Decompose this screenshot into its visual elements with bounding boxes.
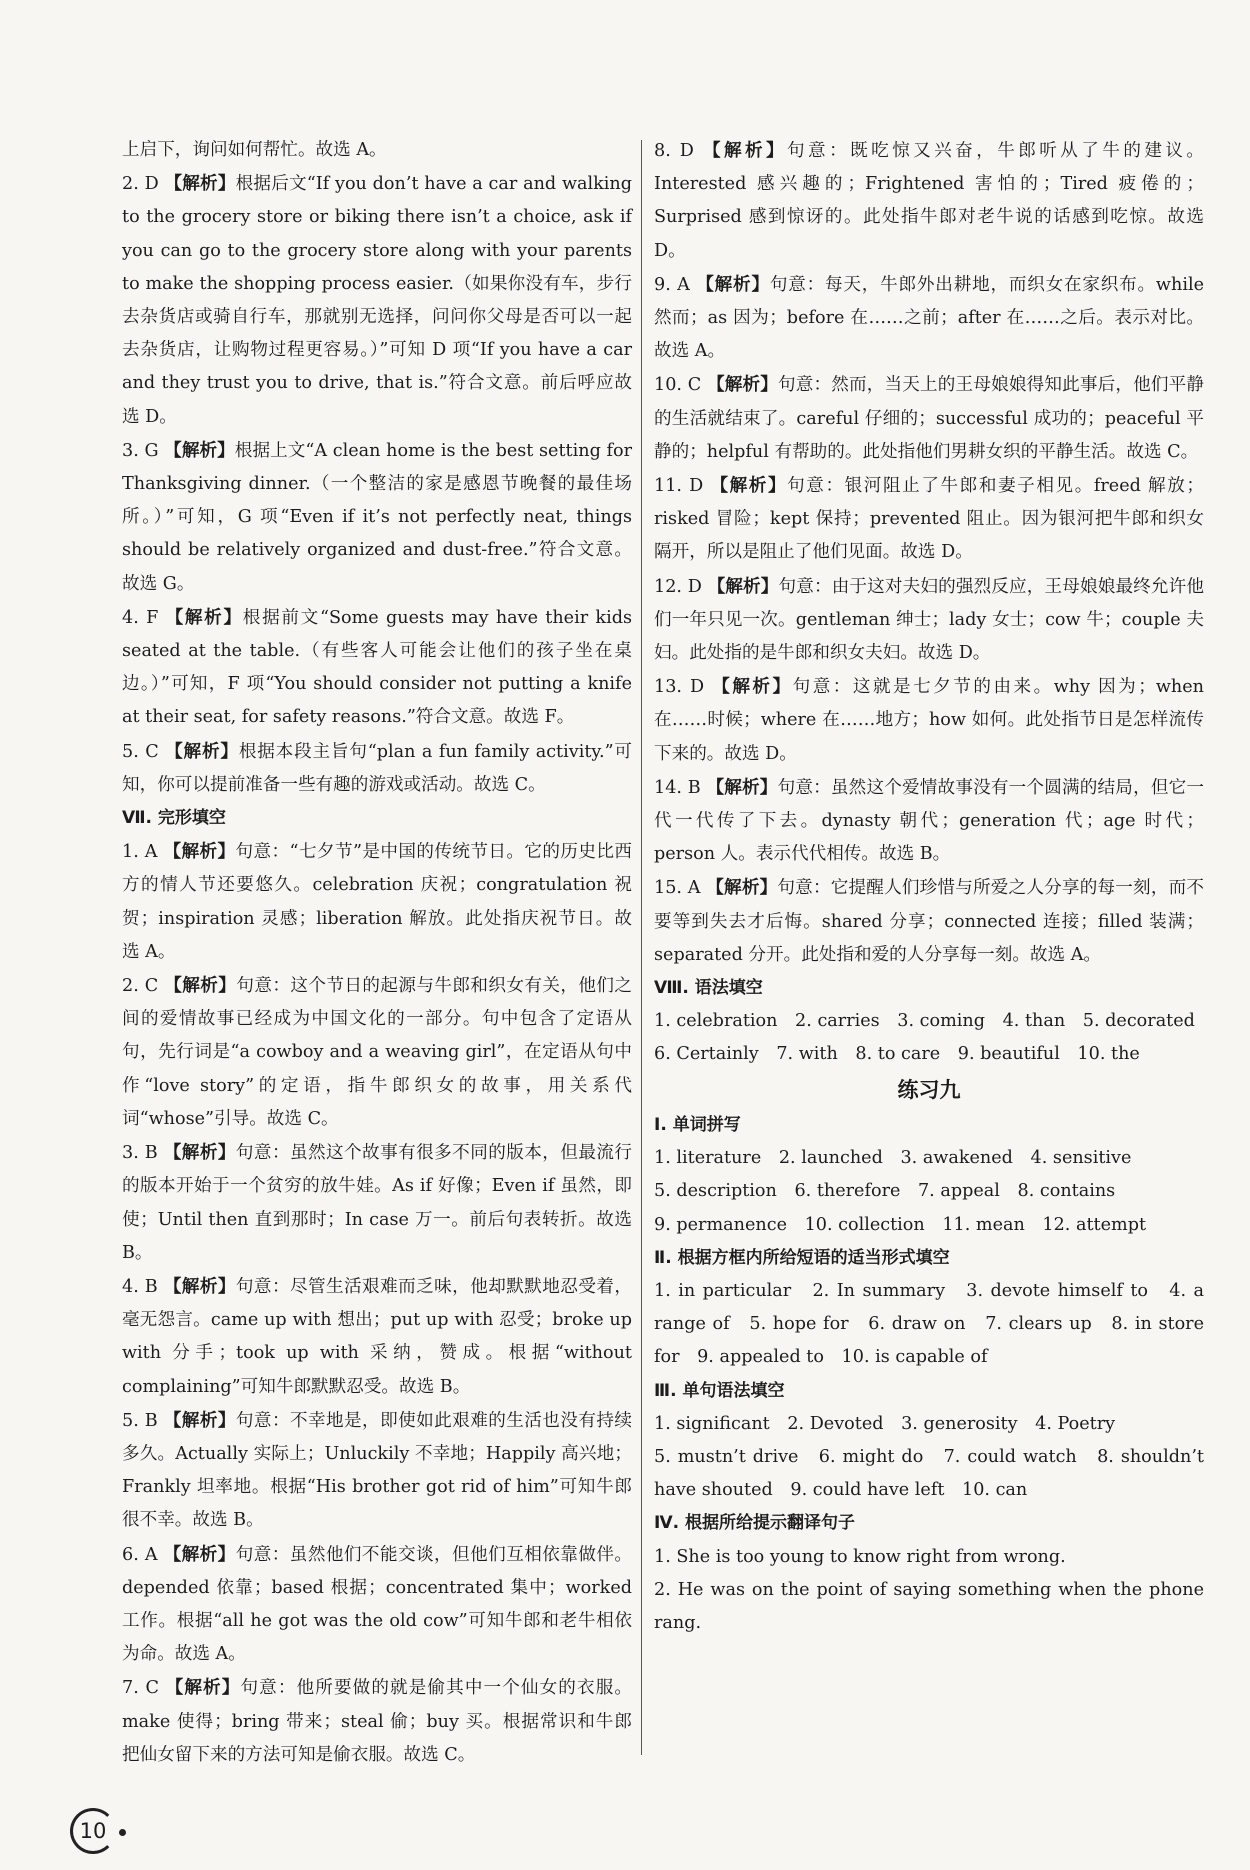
analysis-text: 根据本段主旨句“plan a fun family activity.”可知，你可以提前准备一些有趣的游戏或活动。故选 C。: [122, 741, 633, 795]
answer-key: 5. C: [122, 741, 159, 762]
answer-item: [654, 570, 1204, 671]
answer-line: 1. She is too young to know right from wrong.: [654, 1546, 1066, 1567]
answer-item: [654, 469, 1204, 570]
analysis-tag: 【解析】: [707, 575, 779, 597]
answer-item: [122, 434, 632, 601]
answer-key: 1. A: [122, 842, 158, 863]
answer-key: 8. D: [654, 141, 694, 161]
analysis-text: 根据前文“Some guests may have their kids seated at the table.（有些客人可能会让他们的孩子坐在桌边。）”可知，F 项“You should consider not putting a knife at their seat, for safety reasons.”符合文意。故选 F。: [122, 607, 633, 728]
section-heading: Ⅰ. 单词拼写: [654, 1114, 741, 1135]
answer-item: [122, 1270, 632, 1404]
analysis-text: 句意：虽然他们不能交谈，但他们互相依靠做伴。depended 依靠；based 根据；concentrated 集中；worked 工作。根据“all he got was the old cow”可知牛郎和老牛相依为命。故选 A。: [122, 1544, 632, 1665]
analysis-text: 根据后文“If you don’t have a car and walking to the grocery store or biking there isn’t a choice, ask if you can go to the grocery store along with your parents to make the shopping process easier.（如果你没有车，步行去杂货店或骑自行车，那就别无选择，问问你父母是否可以一起去杂货店，让购物过程更容易。）”可知 D 项“If you have a car and they trust you to drive, that is.”符合文意。前后呼应故选 D。: [122, 174, 632, 427]
answer-line: 5. mustn’t drive 6. might do 7. could watch 8. shouldn’t have shouted 9. could have left 10. can: [654, 1446, 1204, 1501]
answer-item: [122, 167, 632, 434]
column-divider: [641, 140, 642, 1755]
answer-item: [122, 835, 632, 969]
answer-item: [122, 969, 632, 1136]
analysis-text: 句意：这就是七夕节的由来。why 因为；when 在……时候；where 在……地方；how 如何。此处指节日是怎样流传下来的。故选 D。: [654, 677, 1204, 764]
section-heading: Ⅶ. 完形填空: [122, 808, 226, 829]
answer-key: 2. D: [122, 174, 159, 195]
answer-item: [654, 268, 1204, 369]
analysis-tag: 【解析】: [163, 841, 236, 863]
analysis-tag: 【解析】: [696, 273, 770, 295]
answer-key: 13. D: [654, 677, 705, 698]
analysis-tag: 【解析】: [163, 1275, 236, 1297]
analysis-tag: 【解析】: [706, 776, 778, 798]
answer-line: 1. literature 2. launched 3. awakened 4. sensitive: [654, 1148, 1132, 1169]
answer-key: 14. B: [654, 777, 701, 798]
analysis-text: 句意：不幸地是，即使如此艰难的生活也没有持续多久。Actually 实际上；Unluckily 不幸地；Happily 高兴地；Frankly 坦率地。根据“His brother got rid of him”可知牛郎很不幸。故选 B。: [122, 1410, 632, 1531]
answer-item: [122, 1404, 632, 1538]
answer-item: [654, 368, 1204, 469]
answer-key: 2. C: [122, 976, 159, 997]
answer-line: 1. significant 2. Devoted 3. generosity 4. Poetry: [654, 1413, 1116, 1434]
exercise-title: 练习九: [897, 1077, 961, 1102]
page-number-badge: [70, 1808, 126, 1854]
answer-line: 5. description 6. therefore 7. appeal 8. contains: [654, 1181, 1116, 1202]
section-heading: Ⅱ. 根据方框内所给短语的适当形式填空: [654, 1247, 950, 1268]
answer-key: 4. F: [122, 607, 159, 628]
analysis-tag: 【解析】: [710, 475, 788, 497]
answer-line: 9. permanence 10. collection 11. mean 12. attempt: [654, 1214, 1147, 1235]
analysis-tag: 【解析】: [164, 439, 235, 461]
analysis-tag: 【解析】: [706, 374, 778, 396]
answer-item: [654, 771, 1204, 872]
analysis-tag: 【解析】: [702, 140, 788, 161]
answer-item: [122, 601, 632, 735]
analysis-tag: 【解析】: [706, 877, 778, 899]
answer-key: 7. C: [122, 1678, 159, 1699]
answer-key: 12. D: [654, 576, 702, 597]
right-column: [654, 134, 1204, 1640]
answer-key: 9. A: [654, 274, 690, 295]
analysis-tag: 【解析】: [165, 1677, 241, 1699]
answer-key: 5. B: [122, 1410, 158, 1431]
answer-item: [122, 1538, 632, 1672]
answer-key: 15. A: [654, 878, 701, 899]
answer-key: 10. C: [654, 375, 702, 396]
analysis-text: 句意：由于这对夫妇的强烈反应，王母娘娘最终允许他们一年只见一次。gentleman 绅士；lady 女士；cow 牛；couple 夫妇。此处指的是牛郎和织女夫妇。故选 D。: [654, 576, 1204, 664]
analysis-text: 句意：虽然这个故事有很多不同的版本，但最流行的版本开始于一个贫穷的放牛娃。As if 好像；Even if 虽然，即使；Until then 直到那时；In case 万一。前后句表转折。故选 B。: [122, 1143, 632, 1263]
answer-line: 1. in particular 2. In summary 3. devote himself to 4. a range of 5. hope for 6. draw on 7. clears up 8. in store for 9. appealed to 10. is capable of: [654, 1280, 1204, 1368]
answer-key: 3. B: [122, 1143, 158, 1164]
section-heading: Ⅲ. 单句语法填空: [654, 1380, 785, 1401]
answer-item: [122, 735, 632, 802]
answer-key: 4. B: [122, 1276, 158, 1297]
analysis-tag: 【解析】: [165, 606, 243, 628]
analysis-text: 句意：尽管生活艰难而乏味，他却默默地忍受着，毫无怨言。came up with 想出；put up with 忍受；broke up with 分手；took up with 采纳，赞成。根据“without complaining”可知牛郎默默忍受。故选 B。: [122, 1276, 632, 1397]
answer-item: [122, 134, 632, 167]
answer-item: [654, 871, 1204, 972]
analysis-text: 上启下，询问如何帮忙。故选 A。: [122, 140, 387, 160]
page-number: 10: [70, 1808, 116, 1854]
answer-key: 11. D: [654, 476, 704, 497]
analysis-text: 句意：银河阻止了牛郎和妻子相见。freed 解放；risked 冒险；kept 保持；prevented 阻止。因为银河把牛郎和织女隔开，所以是阻止了他们见面。故选 D。: [654, 476, 1204, 563]
section-heading: Ⅳ. 根据所给提示翻译句子: [654, 1513, 856, 1534]
analysis-text: 句意：它提醒人们珍惜与所爱之人分享的每一刻，而不要等到失去才后悔。shared 分享；connected 连接；filled 装满；separated 分开。此处指和爱的人分享每一刻。故选 A。: [654, 878, 1204, 965]
analysis-text: 句意：然而，当天上的王母娘娘得知此事后，他们平静的生活就结束了。careful 仔细的；successful 成功的；peaceful 平静的；helpful 有帮助的。此处指他们男耕女织的平静生活。故选 C。: [654, 375, 1204, 462]
analysis-text: 根据上文“A clean home is the best setting for Thanksgiving dinner.（一个整洁的家是感恩节晚餐的最佳场所。）”可知，G 项“Even if it’s not perfectly neat, things should be relatively organized and dust-free.”符合文意。故选 G。: [122, 440, 632, 594]
answer-item: [654, 670, 1204, 771]
answer-line: 2. He was on the point of saying something when the phone rang.: [654, 1579, 1204, 1633]
dot-decoration: [119, 1829, 126, 1836]
analysis-text: 句意：虽然这个爱情故事没有一个圆满的结局，但它一代一代传了下去。dynasty 朝代；generation 代；age 时代；person 人。表示代代相传。故选 B。: [654, 777, 1204, 865]
analysis-tag: 【解析】: [164, 173, 236, 195]
analysis-text: 句意：这个节日的起源与牛郎和织女有关，他们之间的爱情故事已经成为中国文化的一部分。句中包含了定语从句，先行词是“a cowboy and a weaving girl”，在定语从句中作“love story”的定语，指牛郎织女的故事，用关系代词“whose”引导。故选 C。: [122, 976, 633, 1129]
answer-item: [122, 1136, 632, 1270]
answer-line: 6. Certainly 7. with 8. to care 9. beautiful 10. the: [654, 1044, 1140, 1065]
answer-key: 6. A: [122, 1544, 158, 1565]
answer-key: 3. G: [122, 440, 159, 461]
answer-item: [654, 134, 1204, 268]
analysis-text: 句意：“七夕节”是中国的传统节日。它的历史比西方的情人节还要悠久。celebration 庆祝；congratulation 祝贺；inspiration 灵感；liberation 解放。此处指庆祝节日。故选 A。: [122, 842, 632, 962]
section-heading: Ⅷ. 语法填空: [654, 978, 763, 999]
analysis-text: 句意：既吃惊又兴奋，牛郎听从了牛的建议。Interested 感兴趣的；Frightened 害怕的；Tired 疲倦的；Surprised 感到惊讶的。此处指牛郎对老牛说的话感到吃惊。故选 D。: [654, 141, 1204, 261]
analysis-tag: 【解析】: [164, 975, 237, 997]
analysis-text: 句意：他所要做的就是偷其中一个仙女的衣服。make 使得；bring 带来；steal 偷；buy 买。根据常识和牛郎把仙女留下来的方法可知是偷衣服。故选 C。: [122, 1678, 632, 1765]
analysis-tag: 【解析】: [163, 1142, 236, 1164]
analysis-tag: 【解析】: [165, 740, 239, 762]
answer-line: 1. celebration 2. carries 3. coming 4. than 5. decorated: [654, 1011, 1195, 1032]
answer-item: [122, 1671, 632, 1772]
left-column: [122, 134, 632, 1772]
analysis-tag: 【解析】: [163, 1409, 236, 1431]
analysis-tag: 【解析】: [712, 676, 793, 698]
analysis-tag: 【解析】: [163, 1543, 236, 1565]
analysis-text: 句意：每天，牛郎外出耕地，而织女在家织布。while 然而；as 因为；before 在……之前；after 在……之后。表示对比。故选 A。: [654, 274, 1204, 362]
